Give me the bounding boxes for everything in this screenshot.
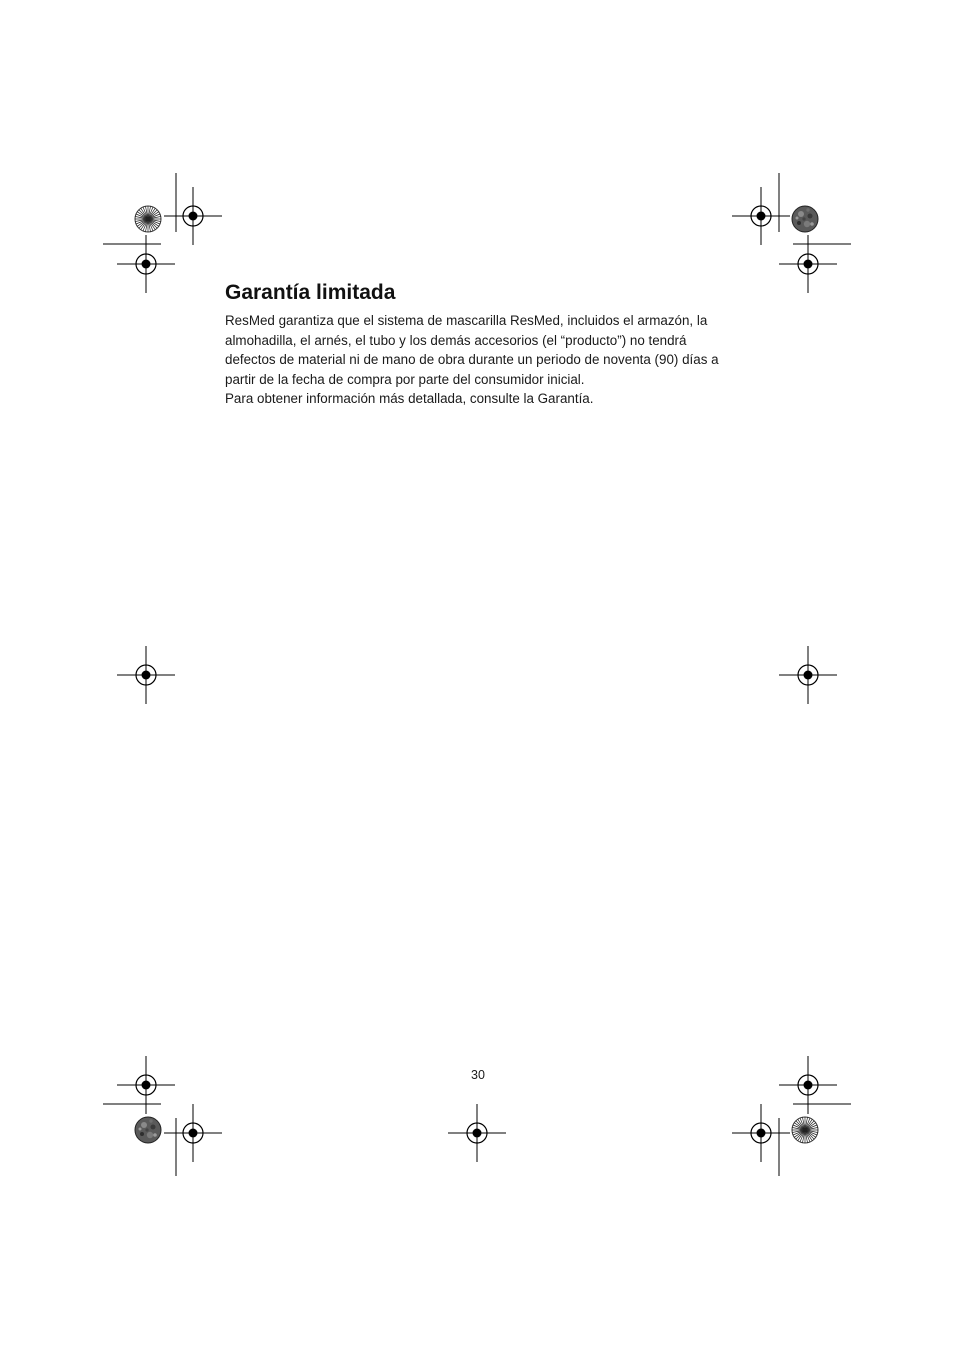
texture-target-bottom-left: [135, 1117, 161, 1143]
star-target-bottom-right: [792, 1117, 818, 1143]
page-title: Garantía limitada: [225, 281, 396, 304]
registration-mark-middle-right: [779, 646, 837, 704]
registration-mark-middle-left: [117, 646, 175, 704]
warranty-body: [225, 311, 725, 409]
registration-mark-bottom-left-h: [164, 1104, 222, 1162]
registration-mark-bottom-left-v: [117, 1056, 175, 1114]
warranty-reference-paragraph: Para obtener información más detallada, consulte la Garantía.: [225, 391, 594, 406]
texture-target-top-right: [792, 206, 818, 232]
registration-mark-top-right-h: [732, 187, 790, 245]
registration-mark-bottom-right-v: [779, 1056, 837, 1114]
warranty-paragraph: ResMed garantiza que el sistema de mascarilla ResMed, incluidos el armazón, la almohadilla, el arnés, el tubo y los demás accesorios (el “producto”) no tendrá defectos de material ni de mano de obra durante un periodo de noventa (90) días a partir de la fecha de compra por parte del consumidor inicial.: [225, 313, 719, 387]
registration-mark-bottom-center: [448, 1104, 506, 1162]
registration-mark-bottom-right-h: [732, 1104, 790, 1162]
star-target-top-left: [135, 206, 161, 232]
page-number: 30: [471, 1068, 485, 1082]
registration-mark-top-left-h: [164, 187, 222, 245]
